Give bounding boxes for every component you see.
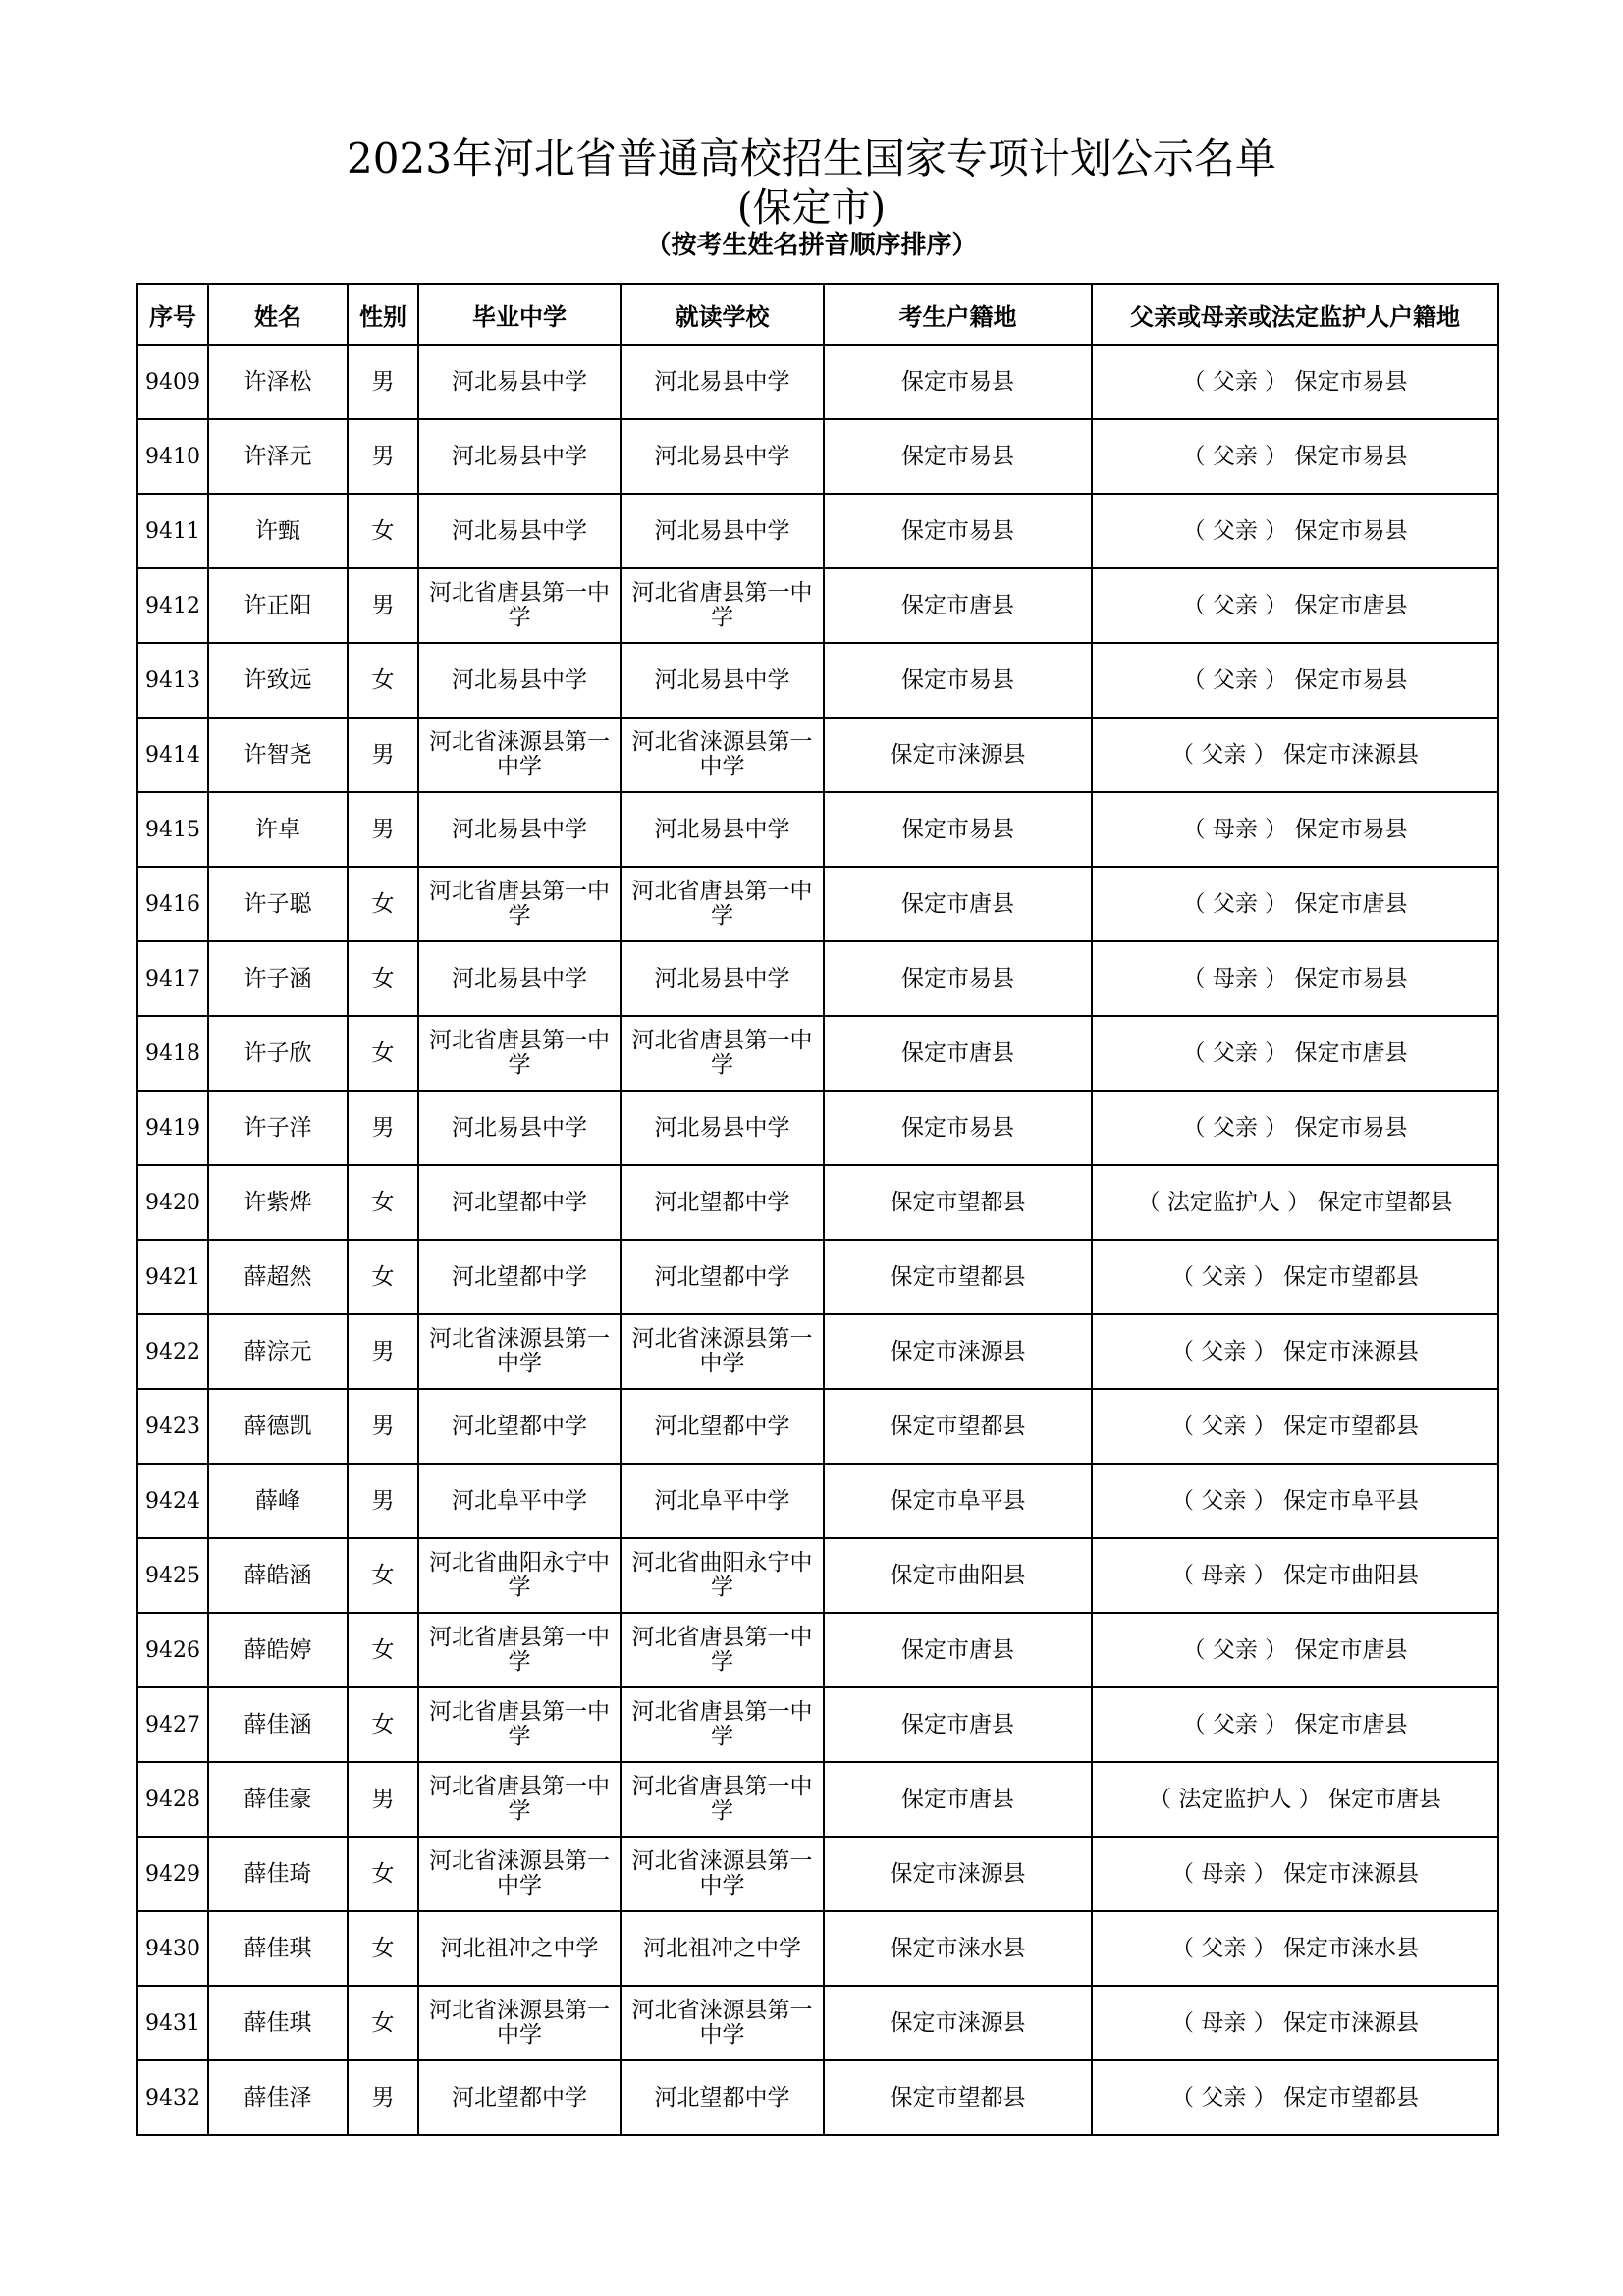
cell-residence: 保定市唐县 [824, 1613, 1092, 1687]
table-row [137, 419, 1498, 494]
cell-grad-school-text: 河北易县中学 [452, 368, 587, 395]
cell-name: 薛佳豪 [208, 1762, 348, 1837]
cell-guardian-residence: （ 母亲 ） 保定市易县 [1092, 941, 1498, 1016]
cell-name: 薛佳琪 [208, 1986, 348, 2060]
cell-gender: 女 [348, 1911, 418, 1986]
table-row [137, 1911, 1498, 1986]
table-row [137, 1016, 1498, 1091]
sort-note: （按考生姓名拼音顺序排序） [645, 231, 978, 260]
cell-guardian-residence: （ 父亲 ） 保定市望都县 [1092, 2060, 1498, 2135]
cell-current-school [621, 1165, 824, 1240]
table-row [137, 494, 1498, 568]
cell-current-school [621, 419, 824, 494]
cell-seq: 9424 [137, 1464, 208, 1538]
cell-grad-school-text: 河北易县中学 [452, 517, 587, 544]
cell-gender: 女 [348, 1837, 418, 1911]
cell-residence: 保定市涞源县 [824, 1314, 1092, 1389]
cell-seq: 9410 [137, 419, 208, 494]
cell-current-school-text: 河北望都中学 [654, 1263, 790, 1290]
cell-guardian-residence: （ 母亲 ） 保定市曲阳县 [1092, 1538, 1498, 1613]
cell-residence: 保定市涞水县 [824, 1911, 1092, 1986]
col-header-residence: 考生户籍地 [824, 284, 1092, 345]
cell-guardian-residence: （ 父亲 ） 保定市涞水县 [1092, 1911, 1498, 1986]
table-row [137, 867, 1498, 941]
cell-seq: 9427 [137, 1687, 208, 1762]
cell-gender: 女 [348, 1687, 418, 1762]
cell-current-school-text: 河北省唐县第一中学 [631, 580, 813, 630]
cell-current-school-text: 河北望都中学 [654, 2084, 790, 2110]
cell-current-school [621, 1762, 824, 1837]
cell-grad-school [418, 1389, 621, 1464]
cell-guardian-residence: （ 父亲 ） 保定市望都县 [1092, 1389, 1498, 1464]
table-row [137, 1464, 1498, 1538]
cell-name: 许甄 [208, 494, 348, 568]
cell-gender: 男 [348, 568, 418, 643]
cell-guardian-residence: （ 父亲 ） 保定市唐县 [1092, 867, 1498, 941]
cell-residence: 保定市易县 [824, 941, 1092, 1016]
cell-grad-school-text: 河北省曲阳永宁中学 [429, 1550, 610, 1600]
cell-guardian-residence: （ 法定监护人 ） 保定市望都县 [1092, 1165, 1498, 1240]
cell-name: 许卓 [208, 792, 348, 867]
cell-current-school [621, 1986, 824, 2060]
cell-gender: 女 [348, 643, 418, 718]
cell-residence: 保定市阜平县 [824, 1464, 1092, 1538]
cell-name: 许泽元 [208, 419, 348, 494]
cell-name: 薛淙元 [208, 1314, 348, 1389]
cell-current-school-text: 河北望都中学 [654, 1413, 790, 1439]
cell-current-school-text: 河北易县中学 [654, 1114, 790, 1141]
cell-gender: 男 [348, 419, 418, 494]
cell-seq: 9429 [137, 1837, 208, 1911]
cell-seq: 9430 [137, 1911, 208, 1986]
table-row [137, 941, 1498, 1016]
col-header-name: 姓名 [208, 284, 348, 345]
cell-grad-school-text: 河北望都中学 [452, 1413, 587, 1439]
cell-grad-school-text: 河北省唐县第一中学 [429, 1699, 610, 1749]
cell-name: 薛皓婷 [208, 1613, 348, 1687]
cell-current-school [621, 718, 824, 792]
cell-grad-school [418, 1837, 621, 1911]
cell-grad-school-text: 河北易县中学 [452, 667, 587, 693]
cell-residence: 保定市唐县 [824, 1762, 1092, 1837]
cell-grad-school-text: 河北望都中学 [452, 1263, 587, 1290]
cell-grad-school [418, 494, 621, 568]
cell-gender: 女 [348, 1986, 418, 2060]
cell-guardian-residence: （ 父亲 ） 保定市涞源县 [1092, 718, 1498, 792]
table-row [137, 1687, 1498, 1762]
table-row [137, 1837, 1498, 1911]
cell-guardian-residence: （ 母亲 ） 保定市涞源县 [1092, 1837, 1498, 1911]
cell-current-school [621, 792, 824, 867]
cell-grad-school [418, 1165, 621, 1240]
cell-current-school [621, 494, 824, 568]
cell-residence: 保定市涞源县 [824, 1837, 1092, 1911]
cell-name: 薛佳涵 [208, 1687, 348, 1762]
cell-seq: 9409 [137, 345, 208, 419]
cell-grad-school-text: 河北祖冲之中学 [440, 1935, 599, 1961]
cell-residence: 保定市曲阳县 [824, 1538, 1092, 1613]
cell-seq: 9431 [137, 1986, 208, 2060]
cell-current-school [621, 1314, 824, 1389]
cell-current-school-text: 河北省唐县第一中学 [631, 1774, 813, 1824]
cell-grad-school-text: 河北省唐县第一中学 [429, 1625, 610, 1675]
cell-residence: 保定市易县 [824, 792, 1092, 867]
cell-current-school [621, 1687, 824, 1762]
cell-gender: 男 [348, 2060, 418, 2135]
cell-seq: 9418 [137, 1016, 208, 1091]
table-row [137, 1240, 1498, 1314]
roster-table [136, 283, 1499, 2136]
table-row [137, 643, 1498, 718]
cell-residence: 保定市望都县 [824, 1165, 1092, 1240]
table-row [137, 1538, 1498, 1613]
cell-current-school-text: 河北省曲阳永宁中学 [631, 1550, 813, 1600]
cell-grad-school [418, 1538, 621, 1613]
cell-seq: 9426 [137, 1613, 208, 1687]
cell-residence: 保定市唐县 [824, 867, 1092, 941]
cell-name: 薛佳泽 [208, 2060, 348, 2135]
cell-residence: 保定市唐县 [824, 1687, 1092, 1762]
table-row [137, 1091, 1498, 1165]
cell-gender: 女 [348, 1538, 418, 1613]
cell-name: 许子涵 [208, 941, 348, 1016]
cell-seq: 9414 [137, 718, 208, 792]
cell-name: 许智尧 [208, 718, 348, 792]
cell-current-school-text: 河北易县中学 [654, 816, 790, 842]
cell-grad-school [418, 1687, 621, 1762]
cell-gender: 女 [348, 494, 418, 568]
cell-grad-school [418, 718, 621, 792]
cell-current-school [621, 643, 824, 718]
cell-guardian-residence: （ 母亲 ） 保定市易县 [1092, 792, 1498, 867]
cell-current-school-text: 河北易县中学 [654, 965, 790, 991]
cell-grad-school [418, 941, 621, 1016]
cell-seq: 9423 [137, 1389, 208, 1464]
cell-current-school-text: 河北望都中学 [654, 1189, 790, 1215]
cell-name: 许正阳 [208, 568, 348, 643]
cell-name: 许紫烨 [208, 1165, 348, 1240]
cell-grad-school-text: 河北省唐县第一中学 [429, 1028, 610, 1078]
cell-grad-school-text: 河北省唐县第一中学 [429, 1774, 610, 1824]
cell-seq: 9420 [137, 1165, 208, 1240]
col-header-gender: 性别 [348, 284, 418, 345]
cell-guardian-residence: （ 母亲 ） 保定市涞源县 [1092, 1986, 1498, 2060]
cell-gender: 男 [348, 345, 418, 419]
table-row [137, 1165, 1498, 1240]
cell-name: 薛佳琦 [208, 1837, 348, 1911]
cell-seq: 9415 [137, 792, 208, 867]
cell-grad-school-text: 河北省唐县第一中学 [429, 580, 610, 630]
table-row [137, 1613, 1498, 1687]
cell-gender: 男 [348, 1762, 418, 1837]
cell-seq: 9417 [137, 941, 208, 1016]
cell-gender: 男 [348, 1091, 418, 1165]
cell-gender: 女 [348, 1613, 418, 1687]
cell-grad-school [418, 419, 621, 494]
cell-guardian-residence: （ 父亲 ） 保定市唐县 [1092, 1016, 1498, 1091]
cell-name: 许子聪 [208, 867, 348, 941]
cell-current-school-text: 河北易县中学 [654, 368, 790, 395]
cell-grad-school [418, 867, 621, 941]
cell-name: 薛德凯 [208, 1389, 348, 1464]
cell-guardian-residence: （ 父亲 ） 保定市易县 [1092, 345, 1498, 419]
cell-residence: 保定市望都县 [824, 2060, 1092, 2135]
cell-seq: 9419 [137, 1091, 208, 1165]
cell-guardian-residence: （ 父亲 ） 保定市易县 [1092, 494, 1498, 568]
cell-gender: 男 [348, 1389, 418, 1464]
cell-guardian-residence: （ 父亲 ） 保定市易县 [1092, 643, 1498, 718]
cell-grad-school [418, 1464, 621, 1538]
cell-grad-school-text: 河北易县中学 [452, 443, 587, 469]
table-row [137, 345, 1498, 419]
cell-current-school-text: 河北易县中学 [654, 517, 790, 544]
cell-grad-school [418, 1986, 621, 2060]
table-row [137, 1762, 1498, 1837]
cell-current-school-text: 河北省唐县第一中学 [631, 1699, 813, 1749]
cell-seq: 9432 [137, 2060, 208, 2135]
cell-grad-school [418, 345, 621, 419]
cell-current-school [621, 867, 824, 941]
table-row [137, 792, 1498, 867]
cell-grad-school [418, 1762, 621, 1837]
cell-name: 许子欣 [208, 1016, 348, 1091]
cell-guardian-residence: （ 父亲 ） 保定市涞源县 [1092, 1314, 1498, 1389]
cell-current-school [621, 345, 824, 419]
col-header-guardian-residence: 父亲或母亲或法定监护人户籍地 [1092, 284, 1498, 345]
cell-residence: 保定市唐县 [824, 568, 1092, 643]
cell-name: 薛佳琪 [208, 1911, 348, 1986]
cell-guardian-residence: （ 父亲 ） 保定市望都县 [1092, 1240, 1498, 1314]
cell-guardian-residence: （ 父亲 ） 保定市唐县 [1092, 1613, 1498, 1687]
cell-gender: 女 [348, 1165, 418, 1240]
cell-residence: 保定市唐县 [824, 1016, 1092, 1091]
cell-grad-school [418, 643, 621, 718]
cell-current-school-text: 河北阜平中学 [654, 1487, 790, 1514]
cell-current-school [621, 568, 824, 643]
cell-name: 薛峰 [208, 1464, 348, 1538]
table-row [137, 2060, 1498, 2135]
cell-seq: 9412 [137, 568, 208, 643]
col-header-grad-school: 毕业中学 [418, 284, 621, 345]
cell-name: 薛皓涵 [208, 1538, 348, 1613]
table-row [137, 1389, 1498, 1464]
table-row [137, 718, 1498, 792]
cell-current-school [621, 1538, 824, 1613]
cell-seq: 9425 [137, 1538, 208, 1613]
cell-grad-school [418, 1091, 621, 1165]
cell-current-school [621, 1837, 824, 1911]
cell-name: 许泽松 [208, 345, 348, 419]
cell-seq: 9428 [137, 1762, 208, 1837]
cell-name: 许致远 [208, 643, 348, 718]
cell-grad-school [418, 568, 621, 643]
cell-guardian-residence: （ 父亲 ） 保定市阜平县 [1092, 1464, 1498, 1538]
cell-gender: 男 [348, 792, 418, 867]
cell-residence: 保定市涞源县 [824, 1986, 1092, 2060]
cell-current-school-text: 河北易县中学 [654, 443, 790, 469]
cell-seq: 9416 [137, 867, 208, 941]
cell-gender: 女 [348, 1016, 418, 1091]
cell-guardian-residence: （ 父亲 ） 保定市唐县 [1092, 568, 1498, 643]
cell-name: 许子洋 [208, 1091, 348, 1165]
cell-gender: 男 [348, 1464, 418, 1538]
cell-grad-school [418, 1911, 621, 1986]
cell-current-school [621, 1016, 824, 1091]
cell-guardian-residence: （ 父亲 ） 保定市唐县 [1092, 1687, 1498, 1762]
cell-guardian-residence: （ 法定监护人 ） 保定市唐县 [1092, 1762, 1498, 1837]
col-header-seq: 序号 [137, 284, 208, 345]
cell-seq: 9411 [137, 494, 208, 568]
page-title: 2023年河北省普通高校招生国家专项计划公示名单 [347, 134, 1276, 183]
cell-seq: 9422 [137, 1314, 208, 1389]
cell-grad-school-text: 河北望都中学 [452, 2084, 587, 2110]
cell-seq: 9413 [137, 643, 208, 718]
cell-current-school [621, 941, 824, 1016]
cell-grad-school-text: 河北省涞源县第一中学 [429, 729, 610, 779]
cell-grad-school-text: 河北易县中学 [452, 816, 587, 842]
cell-grad-school-text: 河北省唐县第一中学 [429, 879, 610, 929]
cell-current-school [621, 1911, 824, 1986]
cell-current-school-text: 河北省涞源县第一中学 [631, 1848, 813, 1898]
table-row [137, 568, 1498, 643]
cell-grad-school-text: 河北省涞源县第一中学 [429, 1326, 610, 1376]
cell-seq: 9421 [137, 1240, 208, 1314]
cell-grad-school [418, 792, 621, 867]
cell-gender: 女 [348, 867, 418, 941]
cell-grad-school-text: 河北省涞源县第一中学 [429, 1998, 610, 2048]
cell-current-school-text: 河北省涞源县第一中学 [631, 729, 813, 779]
cell-gender: 男 [348, 718, 418, 792]
cell-grad-school-text: 河北省涞源县第一中学 [429, 1848, 610, 1898]
page-subtitle: (保定市) [736, 186, 887, 231]
table-row [137, 1986, 1498, 2060]
table-header-row [137, 284, 1498, 345]
cell-current-school-text: 河北省涞源县第一中学 [631, 1326, 813, 1376]
cell-grad-school-text: 河北易县中学 [452, 965, 587, 991]
cell-current-school-text: 河北省唐县第一中学 [631, 1028, 813, 1078]
cell-current-school [621, 2060, 824, 2135]
cell-grad-school [418, 2060, 621, 2135]
cell-residence: 保定市望都县 [824, 1389, 1092, 1464]
table-row [137, 1314, 1498, 1389]
cell-gender: 女 [348, 1240, 418, 1314]
col-header-current-school: 就读学校 [621, 284, 824, 345]
cell-residence: 保定市望都县 [824, 1240, 1092, 1314]
cell-grad-school-text: 河北易县中学 [452, 1114, 587, 1141]
cell-residence: 保定市易县 [824, 643, 1092, 718]
cell-guardian-residence: （ 父亲 ） 保定市易县 [1092, 1091, 1498, 1165]
cell-current-school-text: 河北易县中学 [654, 667, 790, 693]
cell-current-school [621, 1091, 824, 1165]
cell-current-school-text: 河北省涞源县第一中学 [631, 1998, 813, 2048]
cell-residence: 保定市易县 [824, 1091, 1092, 1165]
table-body [137, 345, 1498, 2135]
cell-guardian-residence: （ 父亲 ） 保定市易县 [1092, 419, 1498, 494]
cell-grad-school [418, 1613, 621, 1687]
cell-grad-school-text: 河北望都中学 [452, 1189, 587, 1215]
cell-name: 薛超然 [208, 1240, 348, 1314]
cell-current-school [621, 1389, 824, 1464]
cell-residence: 保定市易县 [824, 494, 1092, 568]
cell-current-school-text: 河北省唐县第一中学 [631, 1625, 813, 1675]
cell-current-school [621, 1464, 824, 1538]
cell-grad-school [418, 1240, 621, 1314]
cell-current-school [621, 1240, 824, 1314]
cell-residence: 保定市易县 [824, 419, 1092, 494]
cell-residence: 保定市涞源县 [824, 718, 1092, 792]
cell-gender: 女 [348, 941, 418, 1016]
cell-residence: 保定市易县 [824, 345, 1092, 419]
cell-current-school-text: 河北省唐县第一中学 [631, 879, 813, 929]
cell-current-school-text: 河北祖冲之中学 [643, 1935, 801, 1961]
cell-current-school [621, 1613, 824, 1687]
cell-grad-school-text: 河北阜平中学 [452, 1487, 587, 1514]
cell-grad-school [418, 1016, 621, 1091]
cell-grad-school [418, 1314, 621, 1389]
cell-gender: 男 [348, 1314, 418, 1389]
